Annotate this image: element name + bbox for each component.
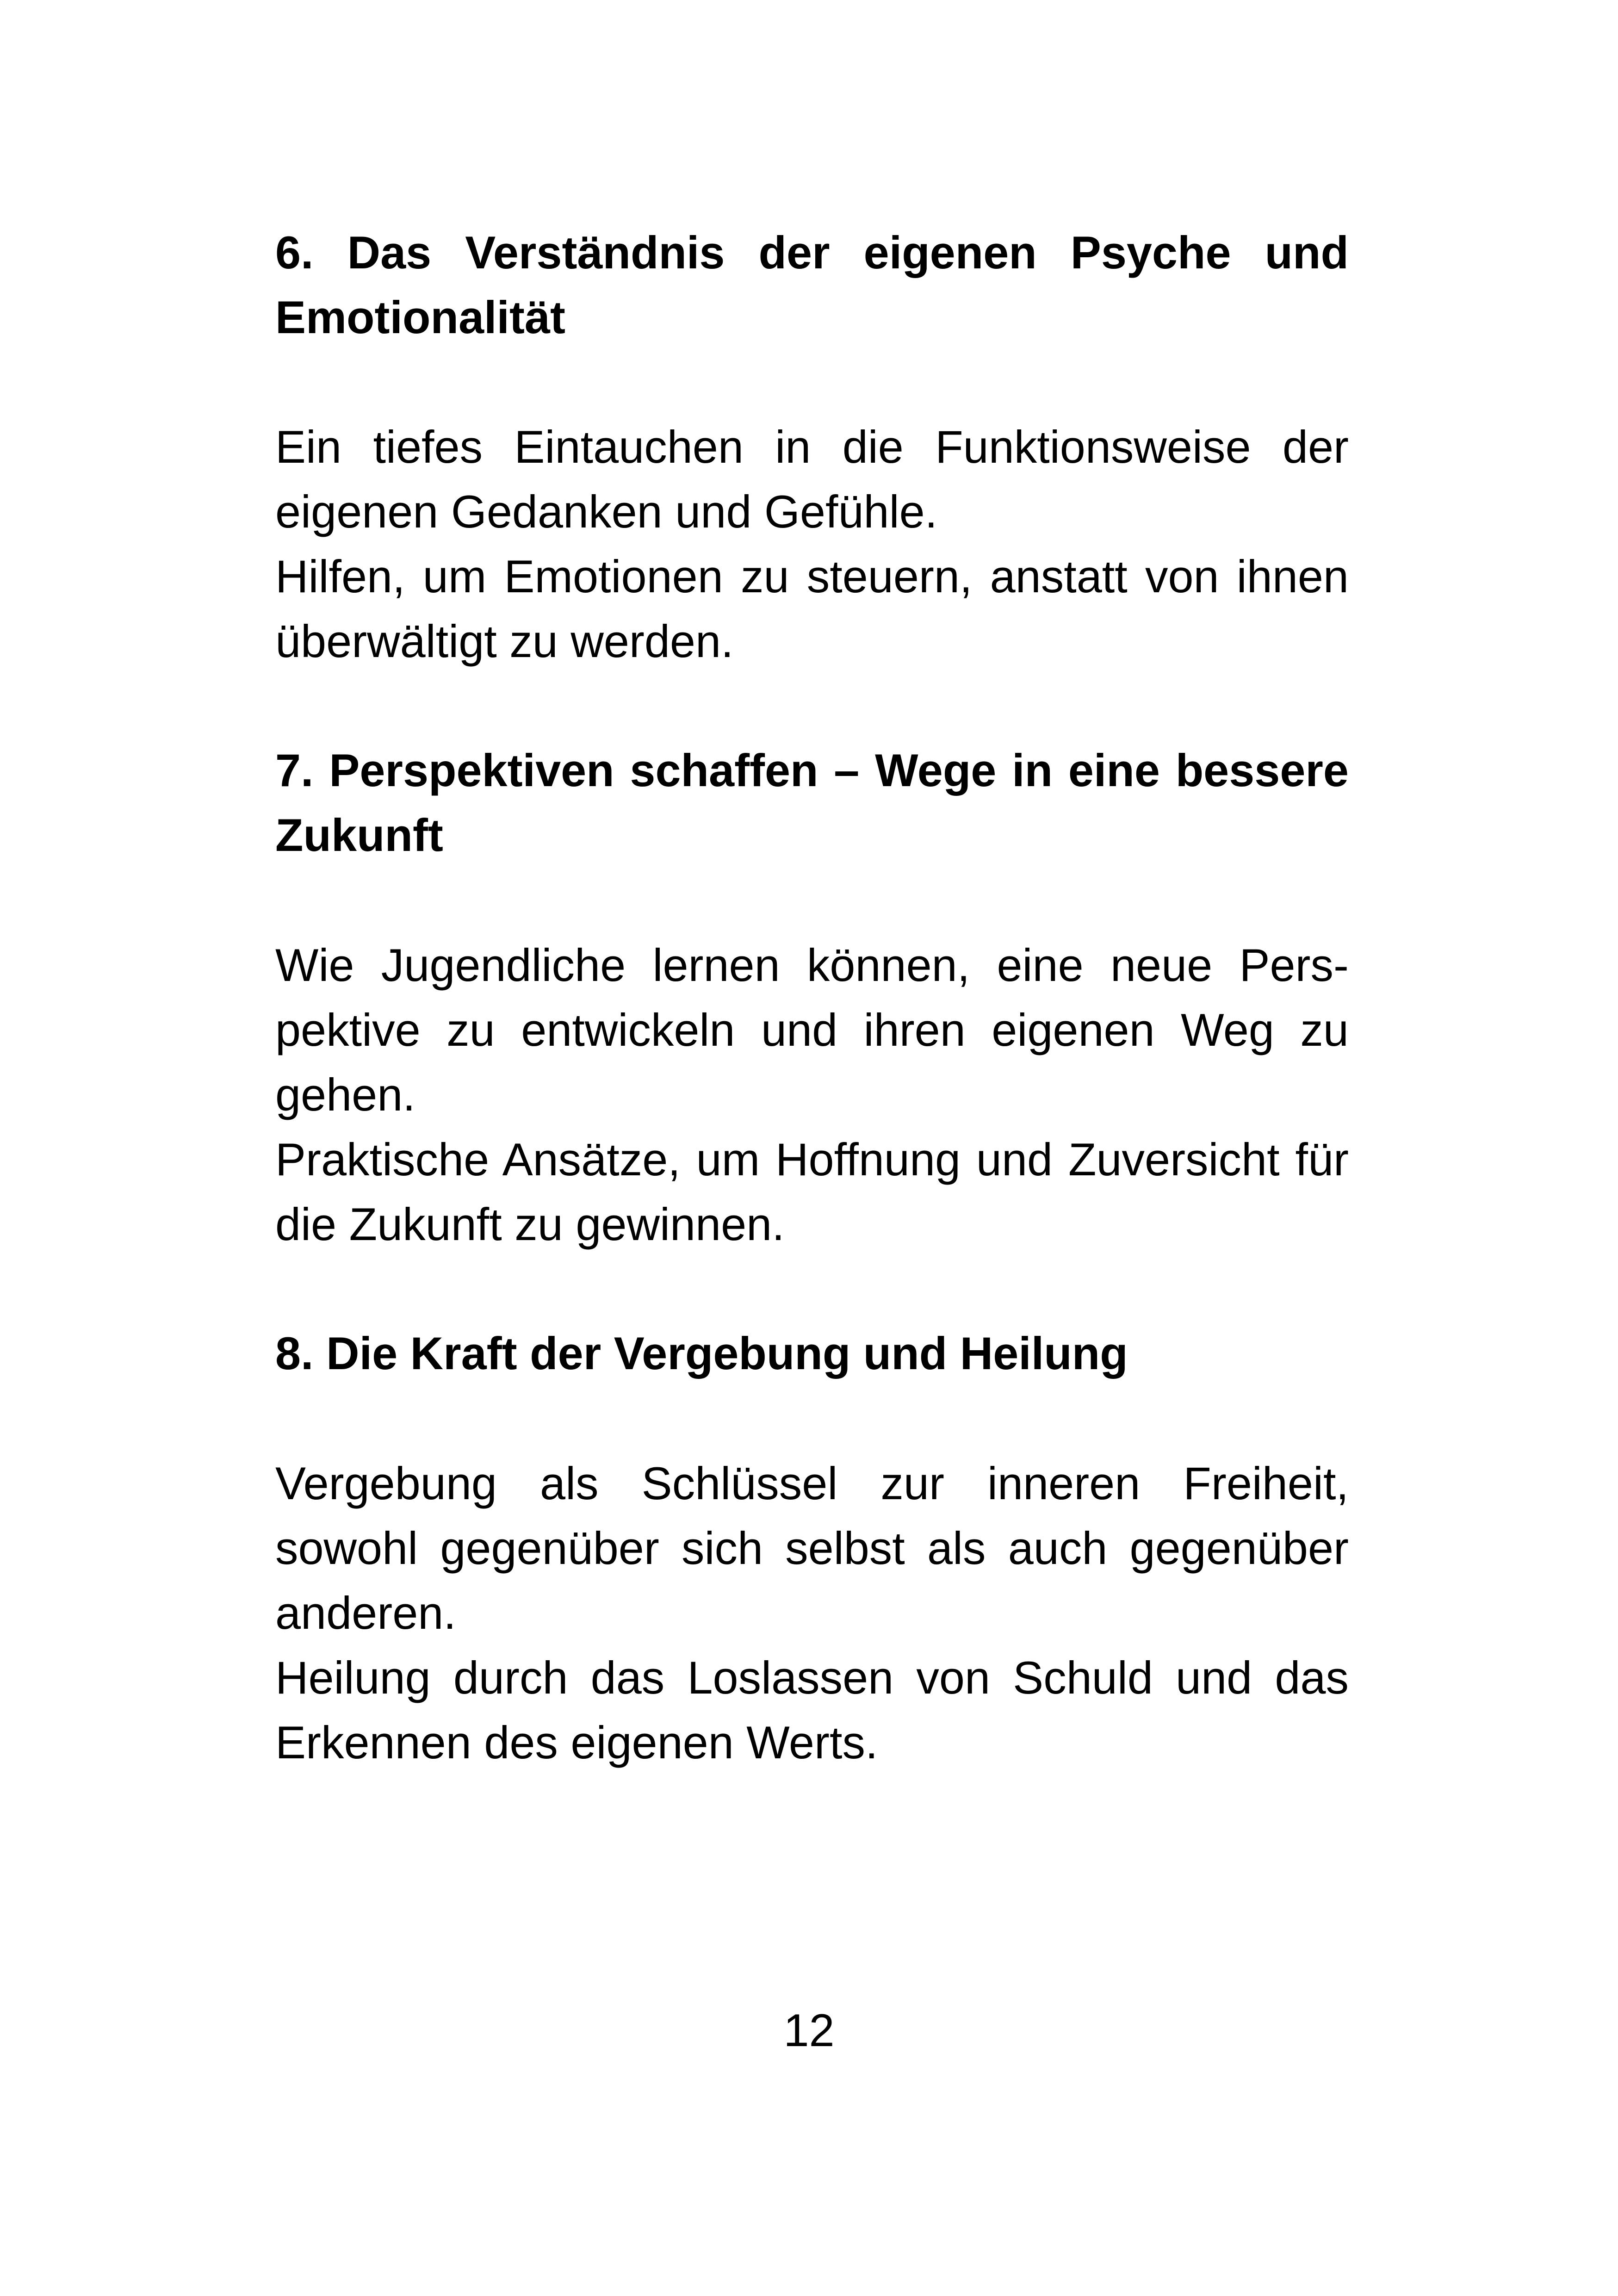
section-6-paragraph-1: Ein tiefes Eintauchen in die Funktionsweise der eigenen Gedanken und Gefühle. xyxy=(275,421,1349,537)
section-8-paragraph-2: Heilung durch das Loslassen von Schuld und das Erkennen des eigenen Werts. xyxy=(275,1652,1349,1768)
section-7-heading: 7. Perspektiven schaffen – Wege in eine bessere Zukunft xyxy=(275,745,1349,861)
page-number: 12 xyxy=(783,2004,835,2056)
section-7-body xyxy=(275,933,1349,1257)
section-8-body xyxy=(275,1451,1349,1775)
section-6-body xyxy=(275,415,1349,674)
section-8-heading: 8. Die Kraft der Vergebung und Heilung xyxy=(275,1328,1128,1379)
section-8-paragraph-1: Vergebung als Schlüssel zur inneren Freiheit, sowohl gegenüber sich selbst als auch gegenüber anderen. xyxy=(275,1458,1349,1638)
section-6-heading: 6. Das Verständnis der eigenen Psyche und Emotionalität xyxy=(275,227,1349,343)
section-6-paragraph-2: Hilfen, um Emotionen zu steuern, anstatt von ihnen überwältigt zu werden. xyxy=(275,551,1349,667)
section-7-paragraph-1: Wie Jugendliche lernen können, eine neue Pers-pektive zu entwickeln und ihren eigenen Weg zu gehen. xyxy=(275,939,1349,1120)
section-7-paragraph-2: Praktische Ansätze, um Hoffnung und Zuversicht für die Zukunft zu gewinnen. xyxy=(275,1134,1349,1250)
